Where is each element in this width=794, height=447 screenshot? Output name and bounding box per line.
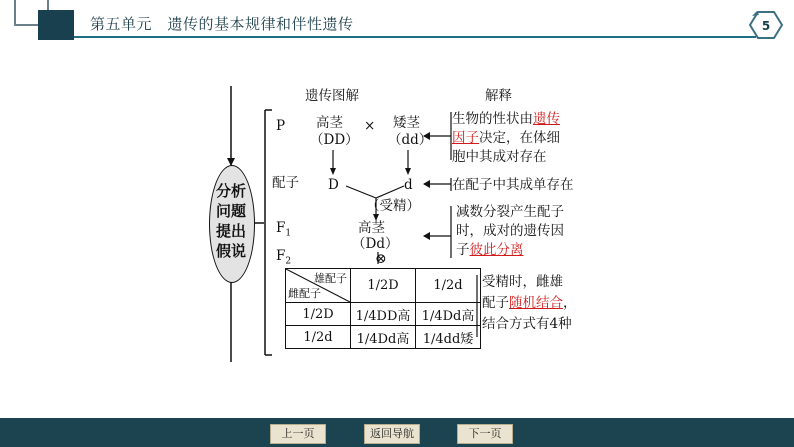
back-to-nav-button[interactable]: 返回导航 [364,424,420,444]
gamete-lower: d [404,177,413,193]
row-header: 1/2D [286,303,351,326]
cross-symbol: × [364,118,376,134]
f1-phenotype: 高茎 [358,220,385,236]
table-row [286,326,481,349]
diagram-header-right: 解释 [485,88,512,104]
p-left-genotype: （DD） [310,132,359,148]
explanation-gamete: 在配子中其成单存在 [452,177,574,193]
table-cell: 1/4Dd高 [416,303,481,326]
selfing-symbol: ⊗ [375,251,387,267]
p-left-phenotype: 高茎 [316,115,343,131]
explanation-f2: 受精时，雌雄 配子随机结合， 结合方式有4种 [482,274,577,332]
table-header-row [286,269,481,303]
table-cell: 1/4dd矮 [416,326,481,349]
female-gamete-label: 雌配子 [288,287,321,300]
next-page-button[interactable]: 下一页 [457,424,513,444]
table-row [286,303,481,326]
table-corner [286,269,351,303]
fertilization-label: （受精） [366,198,420,214]
row-label-p: P [276,118,286,134]
row-label-gamete: 配子 [272,175,299,191]
table-cell: 1/4DD高 [351,303,416,326]
p-right-phenotype: 矮茎 [393,115,420,131]
diagram-header-left: 遗传图解 [305,88,359,104]
oval-label: 分析 问题 提出 假说 [215,182,246,260]
row-label-f2: $F_2$ [276,248,292,267]
male-gamete-label: 雄配子 [314,272,347,285]
explanation-p: 生物的性状由遗传 因子决定，在体细 胞中其成对存在 [452,111,560,165]
page-number: 5 [761,19,771,33]
explanation-f1: 减数分裂产生配子 时，成对的遗传因 子彼此分离 [456,204,564,258]
p-right-genotype: （dd） [388,132,433,148]
row-label-f1: $F_1$ [276,220,292,239]
f1-genotype: （Dd） [352,236,399,252]
prev-page-button[interactable]: 上一页 [270,424,326,444]
table-cell: 1/4Dd高 [351,326,416,349]
col-header: 1/2d [416,269,481,303]
unit-title: 第五单元 遗传的基本规律和伴性遗传 [90,15,354,33]
gamete-upper: D [328,177,339,193]
row-header: 1/2d [286,326,351,349]
punnett-square [285,268,481,349]
col-header: 1/2D [351,269,416,303]
